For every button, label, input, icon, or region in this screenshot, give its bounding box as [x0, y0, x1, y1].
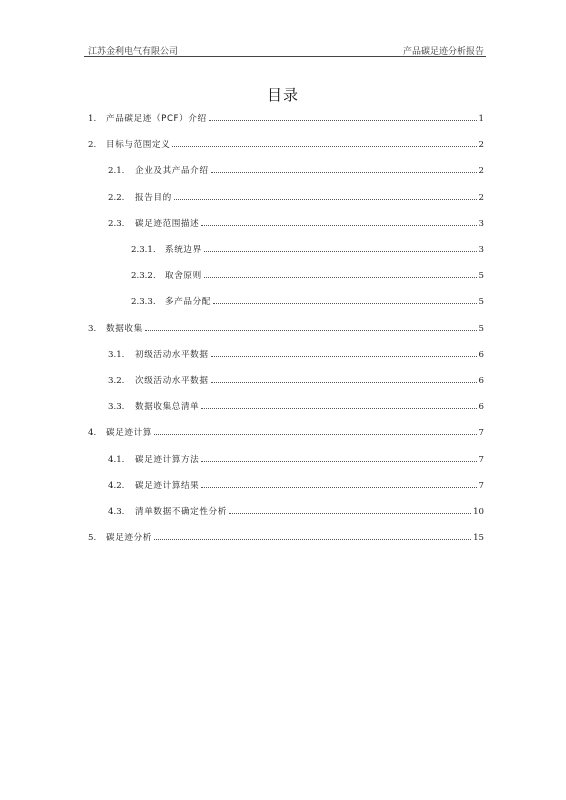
- toc-entry[interactable]: [108, 454, 484, 466]
- toc-entry-number: 3.2.: [108, 376, 125, 386]
- toc-entry-number: 2.1.: [108, 166, 125, 177]
- toc-entry-title: 报告目的: [135, 192, 172, 203]
- toc-entry-page-number: 6: [478, 402, 484, 413]
- toc-dot-leader: [229, 512, 471, 514]
- toc-entry-number: 2.3.3.: [131, 297, 156, 308]
- header-company: 江苏金利电气有限公司: [88, 47, 179, 57]
- toc-entry-page-number: 6: [478, 349, 484, 360]
- toc-entry[interactable]: [131, 244, 484, 256]
- toc-entry[interactable]: [108, 401, 484, 413]
- toc-entry-title: 碳足迹分析: [106, 533, 152, 544]
- toc-entry-title: 碳足迹计算: [106, 428, 152, 439]
- toc-dot-leader: [172, 145, 476, 147]
- toc-entry-page-number: 2: [478, 192, 484, 203]
- toc-entry-title: 目标与范围定义: [106, 140, 171, 151]
- toc-entry-page-number: 6: [478, 376, 484, 386]
- toc-entry-title: 碳足迹计算方法: [135, 454, 200, 465]
- toc-entry-page-number: 2: [478, 166, 484, 177]
- toc-entry-page-number: 7: [478, 454, 484, 465]
- toc-dot-leader: [211, 381, 477, 383]
- toc-dot-leader: [154, 538, 471, 540]
- toc-entry-title: 数据收集: [106, 323, 143, 334]
- toc-entry-number: 2.2.: [108, 192, 125, 203]
- toc-entry-number: 3.1.: [108, 349, 125, 360]
- toc-entry[interactable]: [108, 165, 484, 177]
- toc-entry[interactable]: [88, 139, 484, 151]
- toc-dot-leader: [201, 460, 476, 462]
- toc-entry-number: 4.: [88, 428, 97, 439]
- toc-entry[interactable]: [108, 218, 484, 230]
- toc-entry[interactable]: [88, 532, 484, 544]
- toc-entry-page-number: 1: [478, 114, 484, 124]
- toc-entry-title: 清单数据不确定性分析: [135, 507, 227, 517]
- toc-entry-page-number: 10: [473, 507, 484, 517]
- toc-dot-leader: [211, 355, 477, 357]
- toc-entry-number: 5.: [88, 533, 97, 544]
- toc-entry-title: 系统边界: [165, 245, 202, 255]
- toc-entry-number: 4.1.: [108, 454, 125, 465]
- header-divider: [84, 56, 486, 57]
- toc-entry-title: 产品碳足迹（PCF）介绍: [106, 114, 207, 124]
- toc-dot-leader: [201, 407, 476, 409]
- toc-entry-number: 2.3.1.: [131, 245, 156, 255]
- toc-entry-page-number: 15: [473, 533, 484, 544]
- toc-dot-leader: [204, 250, 477, 252]
- toc-entry-title: 碳足迹范围描述: [135, 218, 200, 229]
- toc-entry-page-number: 2: [478, 140, 484, 151]
- toc-entry[interactable]: [131, 296, 484, 308]
- toc-entry[interactable]: [108, 480, 484, 492]
- toc-dot-leader: [154, 433, 477, 435]
- toc-dot-leader: [201, 486, 476, 488]
- toc-entry[interactable]: [108, 375, 484, 387]
- toc-entry-title: 数据收集总清单: [135, 402, 200, 413]
- toc-dot-leader: [204, 276, 477, 278]
- toc-entry-page-number: 7: [478, 428, 484, 439]
- header-report-title: 产品碳足迹分析报告: [402, 47, 484, 57]
- toc-entry-title: 次级活动水平数据: [135, 376, 209, 386]
- toc-entry-page-number: 3: [478, 245, 484, 255]
- toc-entry-number: 2.3.: [108, 218, 125, 229]
- toc-entry[interactable]: [108, 349, 484, 361]
- toc-entry-title: 碳足迹计算结果: [135, 480, 200, 491]
- toc-entry-title: 企业及其产品介绍: [135, 166, 209, 177]
- toc-entry[interactable]: [88, 113, 484, 125]
- toc-entry-number: 2.: [88, 140, 97, 151]
- toc-entry[interactable]: [108, 192, 484, 204]
- toc-entry-number: 3.: [88, 323, 97, 334]
- toc-dot-leader: [213, 302, 477, 304]
- toc-entry-number: 3.3.: [108, 402, 125, 413]
- toc-entry-page-number: 5: [478, 323, 484, 334]
- toc-title: 目录: [266, 86, 299, 104]
- toc-entry-page-number: 3: [478, 218, 484, 229]
- toc-entry[interactable]: [108, 506, 484, 518]
- toc-dot-leader: [174, 198, 477, 200]
- toc-entry-title: 取舍原则: [165, 271, 202, 282]
- toc-dot-leader: [209, 119, 477, 121]
- toc-dot-leader: [211, 171, 477, 173]
- toc-entry-number: 4.2.: [108, 480, 125, 491]
- toc-entry-number: 1.: [88, 114, 97, 124]
- toc-entry-page-number: 5: [478, 271, 484, 282]
- toc-dot-leader: [201, 224, 476, 226]
- toc-entry[interactable]: [88, 427, 484, 439]
- toc-entry-page-number: 5: [478, 297, 484, 308]
- toc-entry[interactable]: [88, 323, 484, 335]
- toc-entry-title: 多产品分配: [165, 297, 211, 308]
- toc-dot-leader: [145, 329, 477, 331]
- page-header: [88, 39, 484, 57]
- toc-entry-number: 2.3.2.: [131, 271, 156, 282]
- toc-entry[interactable]: [131, 270, 484, 282]
- toc-entry-page-number: 7: [478, 480, 484, 491]
- toc-entry-number: 4.3.: [108, 507, 125, 517]
- toc-entry-title: 初级活动水平数据: [135, 349, 209, 360]
